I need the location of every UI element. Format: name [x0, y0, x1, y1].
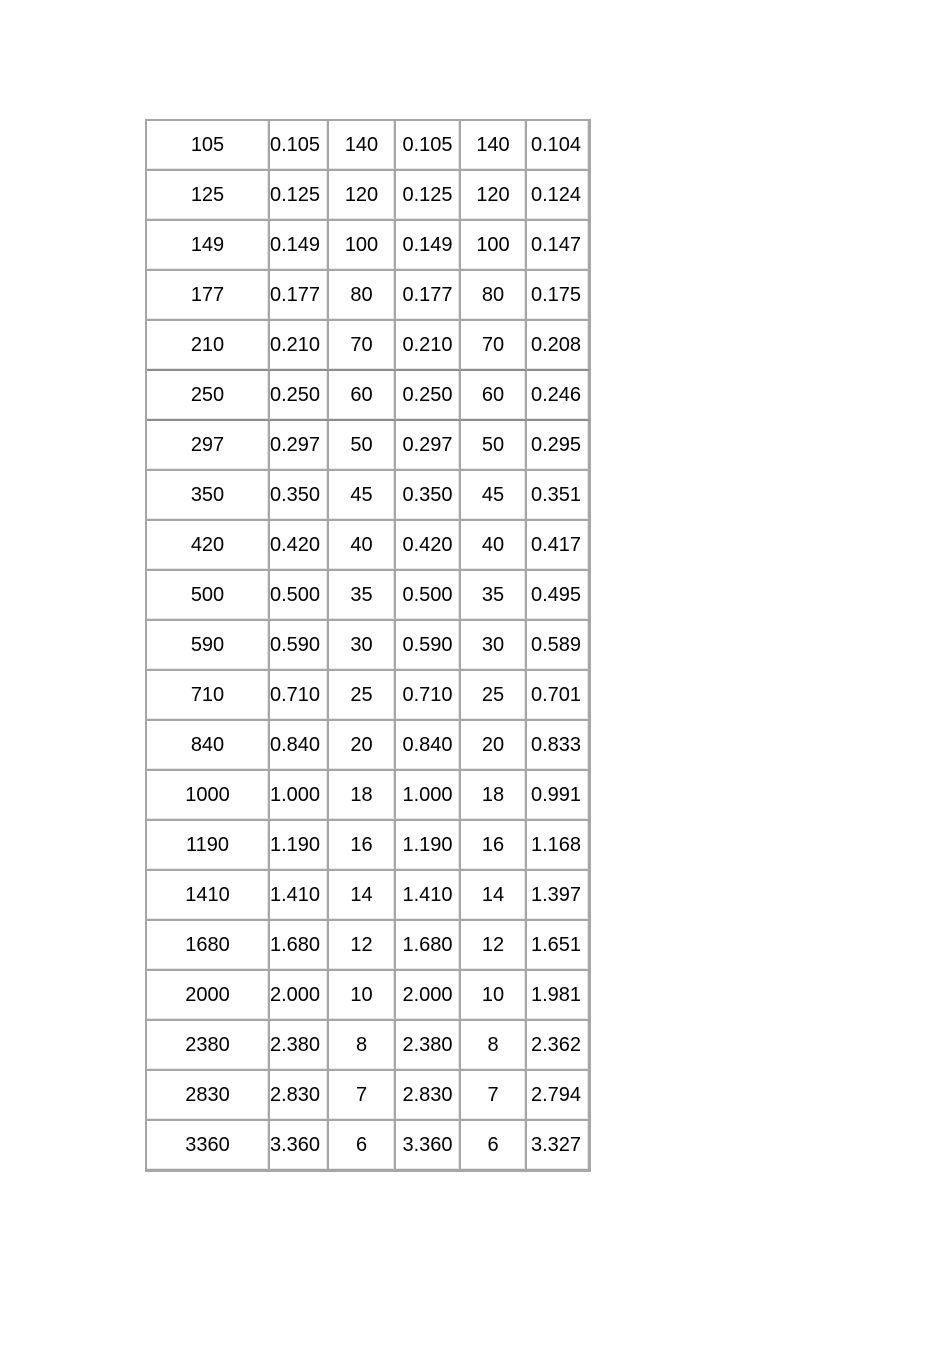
table-cell-mm: 0.590	[270, 621, 329, 671]
table-cell-mm: 0.500	[270, 571, 329, 621]
table-cell-mm-a: 0.420	[396, 521, 461, 571]
table-cell-mesh-b: 16	[461, 821, 527, 871]
table-cell-micron: 2830	[147, 1071, 270, 1121]
table-cell-micron: 500	[147, 571, 270, 621]
table-cell-mesh-b: 25	[461, 671, 527, 721]
table-row	[147, 371, 590, 421]
table-cell-mm: 0.297	[270, 421, 329, 471]
table-cell-mesh-a: 80	[329, 271, 396, 321]
table-cell-mm-b: 1.651	[527, 921, 590, 971]
table-cell-micron: 590	[147, 621, 270, 671]
table-cell-mm-b: 0.701	[527, 671, 590, 721]
table-cell-micron: 105	[147, 121, 270, 171]
table-cell-mm: 2.000	[270, 971, 329, 1021]
table-cell-mm-a: 1.190	[396, 821, 461, 871]
table-cell-mesh-a: 18	[329, 771, 396, 821]
table-cell-mm-b: 1.397	[527, 871, 590, 921]
table-cell-mesh-b: 12	[461, 921, 527, 971]
table-cell-mesh-b: 60	[461, 371, 527, 421]
table-cell-mm: 2.830	[270, 1071, 329, 1121]
table-cell-mesh-a: 14	[329, 871, 396, 921]
table-cell-mesh-a: 120	[329, 171, 396, 221]
table-cell-mesh-b: 140	[461, 121, 527, 171]
table-row	[147, 1121, 590, 1171]
table-cell-mm-b: 0.495	[527, 571, 590, 621]
table-cell-mesh-a: 7	[329, 1071, 396, 1121]
table-row	[147, 471, 590, 521]
table-cell-mesh-a: 12	[329, 921, 396, 971]
table-cell-mm-b: 0.246	[527, 371, 590, 421]
table-row	[147, 721, 590, 771]
table-cell-mesh-a: 60	[329, 371, 396, 421]
table-row	[147, 421, 590, 471]
table-cell-mesh-b: 45	[461, 471, 527, 521]
table-cell-mesh-b: 6	[461, 1121, 527, 1171]
table-row	[147, 821, 590, 871]
table-cell-micron: 710	[147, 671, 270, 721]
table-row	[147, 671, 590, 721]
table-cell-micron: 1190	[147, 821, 270, 871]
table-cell-mm: 1.680	[270, 921, 329, 971]
table-cell-micron: 1680	[147, 921, 270, 971]
table-cell-mm-a: 1.000	[396, 771, 461, 821]
sieve-size-table	[145, 119, 591, 1172]
table-cell-mm-a: 0.210	[396, 321, 461, 371]
table-cell-mesh-b: 10	[461, 971, 527, 1021]
table-cell-mesh-b: 30	[461, 621, 527, 671]
table-cell-mm-a: 0.710	[396, 671, 461, 721]
table-cell-mm-a: 0.149	[396, 221, 461, 271]
table-cell-micron: 297	[147, 421, 270, 471]
table-cell-mm: 1.000	[270, 771, 329, 821]
table-cell-mesh-a: 100	[329, 221, 396, 271]
table-cell-micron: 177	[147, 271, 270, 321]
table-row	[147, 521, 590, 571]
table-cell-mm-a: 0.840	[396, 721, 461, 771]
table-cell-mm-a: 0.125	[396, 171, 461, 221]
table-cell-mm-a: 1.680	[396, 921, 461, 971]
table-cell-mm: 0.840	[270, 721, 329, 771]
table-cell-mm: 3.360	[270, 1121, 329, 1171]
table-cell-mm: 1.190	[270, 821, 329, 871]
table-cell-mesh-a: 35	[329, 571, 396, 621]
table-row	[147, 921, 590, 971]
table-cell-mesh-b: 35	[461, 571, 527, 621]
table-cell-mm-a: 0.590	[396, 621, 461, 671]
table-cell-mm-a: 2.380	[396, 1021, 461, 1071]
table-cell-mm: 0.149	[270, 221, 329, 271]
table-cell-mm-b: 1.981	[527, 971, 590, 1021]
table-cell-mm-b: 0.104	[527, 121, 590, 171]
table-cell-mesh-b: 120	[461, 171, 527, 221]
table-cell-mesh-b: 80	[461, 271, 527, 321]
table-cell-mm: 0.125	[270, 171, 329, 221]
table-row	[147, 121, 590, 171]
table-cell-mm-b: 3.327	[527, 1121, 590, 1171]
table-row	[147, 1021, 590, 1071]
table-row	[147, 971, 590, 1021]
table-cell-mm: 0.350	[270, 471, 329, 521]
table-cell-micron: 3360	[147, 1121, 270, 1171]
table-cell-mm-b: 0.175	[527, 271, 590, 321]
table-cell-mesh-b: 7	[461, 1071, 527, 1121]
table-cell-mm-a: 0.297	[396, 421, 461, 471]
table-cell-micron: 125	[147, 171, 270, 221]
table-cell-mm: 1.410	[270, 871, 329, 921]
table-cell-mesh-a: 40	[329, 521, 396, 571]
table-cell-mm-a: 2.830	[396, 1071, 461, 1121]
table-row	[147, 1071, 590, 1121]
table-cell-mesh-b: 40	[461, 521, 527, 571]
table-cell-micron: 2000	[147, 971, 270, 1021]
table-cell-mm: 0.210	[270, 321, 329, 371]
table-cell-mesh-a: 10	[329, 971, 396, 1021]
table-cell-micron: 350	[147, 471, 270, 521]
table-cell-mm: 0.710	[270, 671, 329, 721]
table-cell-mm-b: 0.991	[527, 771, 590, 821]
table-cell-mm-b: 0.208	[527, 321, 590, 371]
table-cell-mm: 2.380	[270, 1021, 329, 1071]
table-cell-mm: 0.105	[270, 121, 329, 171]
table-row	[147, 571, 590, 621]
table-cell-mesh-a: 50	[329, 421, 396, 471]
table-cell-mm-a: 0.500	[396, 571, 461, 621]
table-cell-mm-b: 1.168	[527, 821, 590, 871]
table-cell-mm-b: 2.362	[527, 1021, 590, 1071]
table-cell-mesh-a: 8	[329, 1021, 396, 1071]
table-cell-mm-b: 0.351	[527, 471, 590, 521]
table-cell-micron: 250	[147, 371, 270, 421]
table-row	[147, 271, 590, 321]
table-row	[147, 171, 590, 221]
table-cell-mesh-a: 140	[329, 121, 396, 171]
table-cell-micron: 149	[147, 221, 270, 271]
table-row	[147, 621, 590, 671]
table-cell-mm-a: 0.105	[396, 121, 461, 171]
table-cell-mesh-b: 70	[461, 321, 527, 371]
table-cell-mm: 0.420	[270, 521, 329, 571]
table-cell-mesh-b: 14	[461, 871, 527, 921]
table-cell-mesh-a: 45	[329, 471, 396, 521]
table-cell-mesh-b: 50	[461, 421, 527, 471]
table-cell-mesh-a: 30	[329, 621, 396, 671]
table-cell-mm: 0.177	[270, 271, 329, 321]
table-cell-mm-a: 0.350	[396, 471, 461, 521]
table-cell-mesh-b: 100	[461, 221, 527, 271]
table-cell-micron: 2380	[147, 1021, 270, 1071]
table-cell-mm-b: 0.295	[527, 421, 590, 471]
table-cell-mm-a: 0.250	[396, 371, 461, 421]
table-cell-mm-b: 0.147	[527, 221, 590, 271]
table-row	[147, 871, 590, 921]
table-cell-mm-b: 2.794	[527, 1071, 590, 1121]
table-cell-mesh-b: 18	[461, 771, 527, 821]
table-cell-micron: 840	[147, 721, 270, 771]
table-cell-mm-a: 1.410	[396, 871, 461, 921]
table-cell-mesh-a: 20	[329, 721, 396, 771]
table-cell-mm-b: 0.124	[527, 171, 590, 221]
table-cell-mm-a: 0.177	[396, 271, 461, 321]
table-cell-mm: 0.250	[270, 371, 329, 421]
table-cell-mesh-a: 6	[329, 1121, 396, 1171]
table-cell-mm-b: 0.417	[527, 521, 590, 571]
table-cell-mesh-a: 25	[329, 671, 396, 721]
table-cell-mesh-a: 16	[329, 821, 396, 871]
table-row	[147, 771, 590, 821]
table-cell-micron: 1410	[147, 871, 270, 921]
table-cell-mesh-b: 8	[461, 1021, 527, 1071]
table-cell-micron: 210	[147, 321, 270, 371]
table-cell-mm-a: 2.000	[396, 971, 461, 1021]
sieve-table-body	[147, 121, 590, 1171]
table-cell-micron: 1000	[147, 771, 270, 821]
table-cell-mesh-b: 20	[461, 721, 527, 771]
table-cell-mesh-a: 70	[329, 321, 396, 371]
table-cell-mm-a: 3.360	[396, 1121, 461, 1171]
table-row	[147, 221, 590, 271]
table-cell-micron: 420	[147, 521, 270, 571]
table-cell-mm-b: 0.833	[527, 721, 590, 771]
table-cell-mm-b: 0.589	[527, 621, 590, 671]
table-row	[147, 321, 590, 371]
